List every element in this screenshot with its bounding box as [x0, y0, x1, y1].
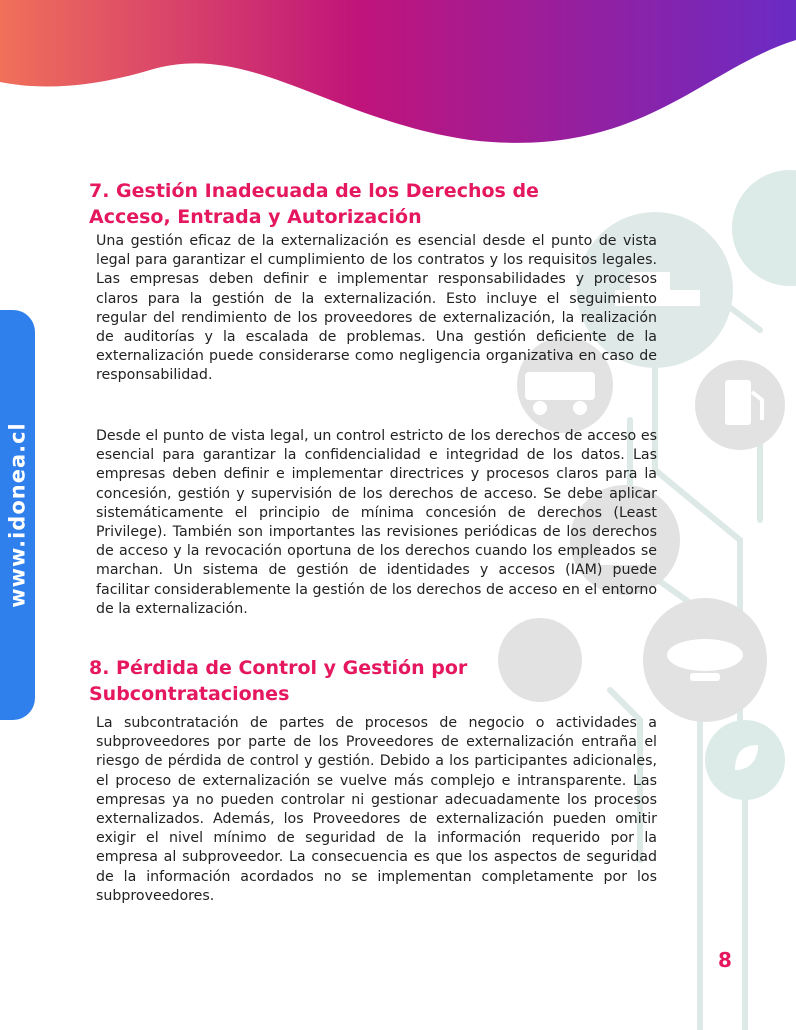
section-7-heading: 7. Gestión Inadecuada de los Derechos de Acceso, Entrada y Autorización	[89, 180, 539, 228]
section-7-paragraph-1: Una gestión eficaz de la externalización es esencial desde el punto de vista legal para garantizar el cumplimiento de los contratos y los requisitos legales. Las empresas deben definir e implementar responsabilidades y procesos claros para la gestión de la externalización. Esto incluye el seguimiento regular del rendimiento de los proveedores de externalización, la realización de auditorías y la escalada de problemas. Una gestión deficiente de la externalización puede considerarse como negligencia organizativa en caso de responsabilidad.	[96, 233, 657, 384]
section-7-paragraph-2: Desde el punto de vista legal, un control estricto de los derechos de acceso es esencial para garantizar la confidencialidad e integridad de los datos. Las empresas deben definir e implementar directrices y procesos claros para la concesión, gestión y supervisión de los derechos de acceso. Se debe aplicar sistemáticamente el principio de mínima concesión de derechos (Least Privilege). También son importantes las revisiones periódicas de los derechos de acceso y la revocación oportuna de los derechos cuando los empleados se marchan. Un sistema de gestión de identidades y accesos (IAM) puede facilitar considerablemente la gestión de los derechos de acceso en el entorno de la externalización.	[96, 428, 657, 617]
section-8-paragraph-1: La subcontratación de partes de procesos de negocio o actividades a subproveedores por parte de los Proveedores de externalización entraña el riesgo de pérdida de control y gestión. Debido a los participantes adicionales, el proceso de externalización se vuelve más complejo e intransparente. Las empresas ya no pueden controlar ni gestionar adecuadamente los procesos externalizados. Además, los Proveedores de externalización pueden omitir exigir el nivel mínimo de seguridad de la información requerido por la empresa al subproveedor. La consecuencia es que los aspectos de seguridad de la información acordados no se implementan completamente por los subproveedores.	[96, 715, 657, 904]
airship-icon	[643, 598, 767, 722]
website-url[interactable]: www.idonea.cl	[5, 422, 30, 608]
fuel-pump-icon	[695, 360, 785, 450]
side-url-tab-text	[0, 310, 35, 720]
header-wave	[0, 0, 796, 160]
section-8-heading: 8. Pérdida de Control y Gestión por Subcontrataciones	[89, 657, 468, 705]
page-number: 8	[718, 948, 732, 972]
leaf-icon	[705, 720, 785, 800]
